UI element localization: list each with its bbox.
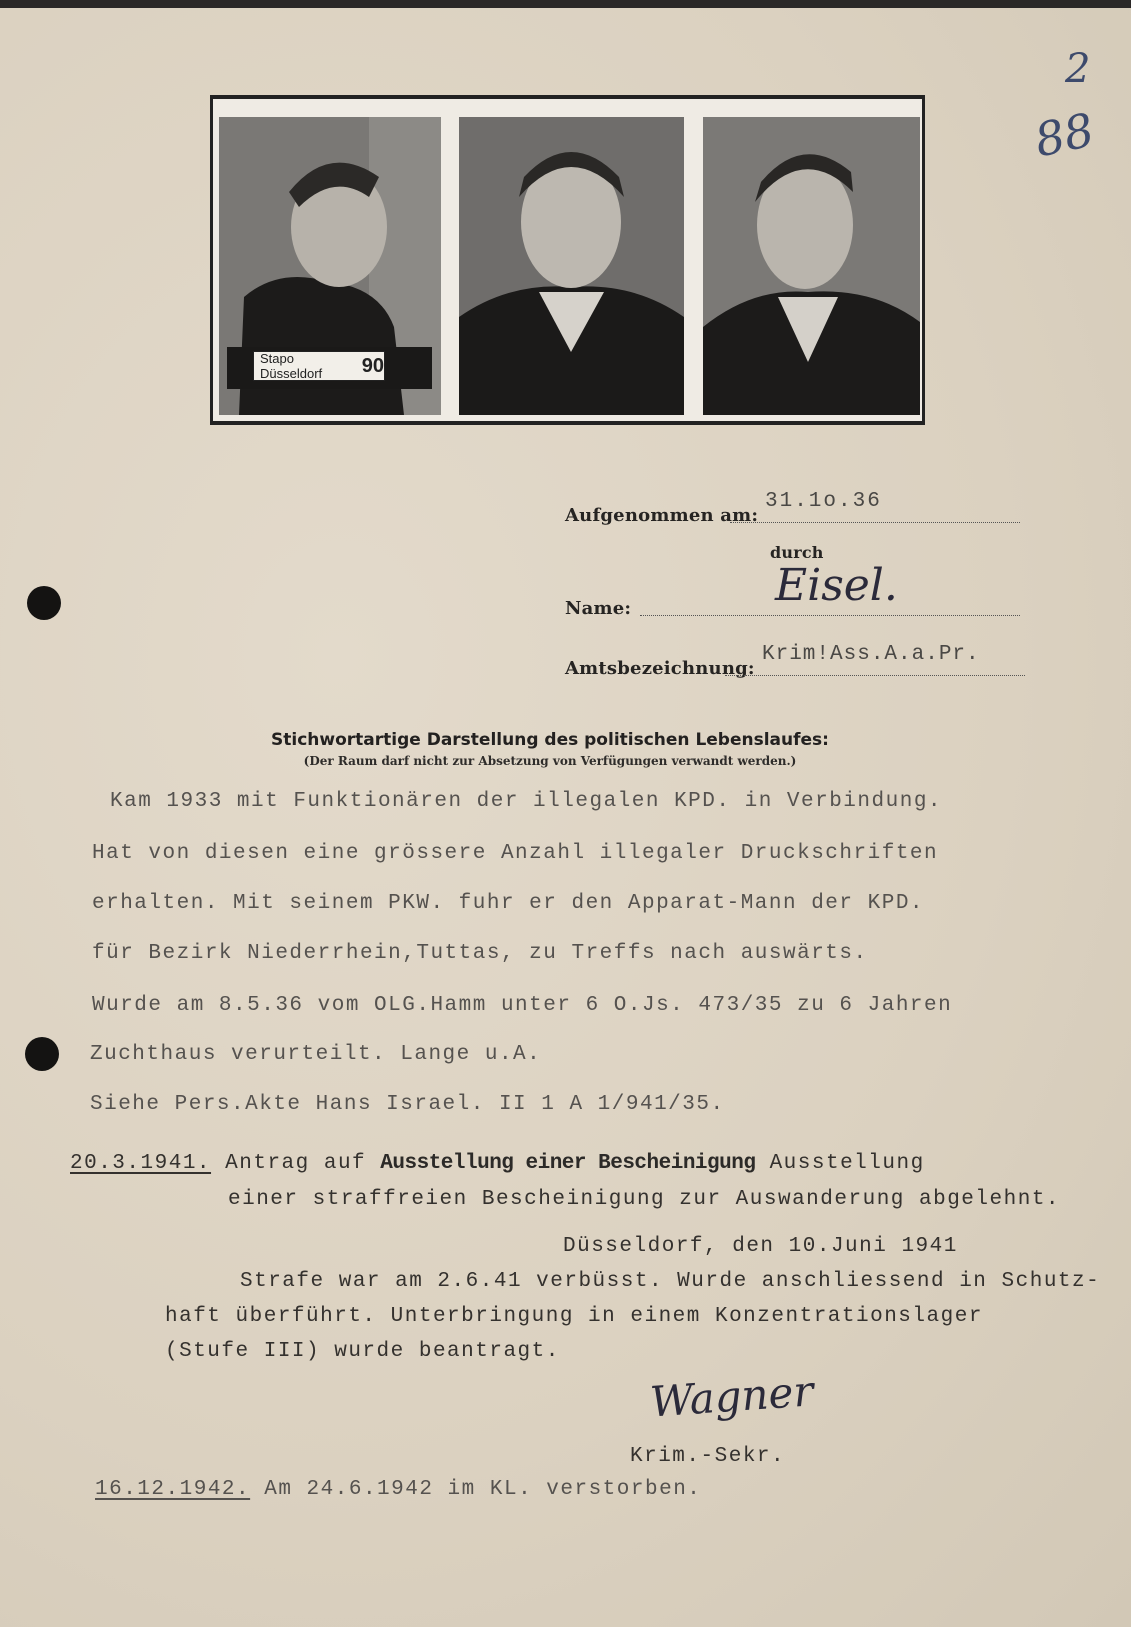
title-dotline bbox=[725, 675, 1025, 676]
bio-line-1: Kam 1933 mit Funktionären der illegalen KPD. in Verbindung. bbox=[110, 790, 943, 813]
folio-number: 88 bbox=[1030, 102, 1099, 168]
bio-line-4: für Bezirk Niederrhein,Tuttas, zu Treffs nach auswärts. bbox=[92, 942, 868, 965]
punch-hole-bottom bbox=[25, 1037, 59, 1071]
entry-1941-line-4: haft überführt. Unterbringung in einem Konzentrationslager bbox=[165, 1305, 983, 1328]
entry-1941-line-1 bbox=[70, 1152, 925, 1175]
section-heading: Stichwortartige Darstellung des politischen Lebenslaufes: bbox=[271, 730, 829, 750]
name-dotline bbox=[640, 615, 1020, 616]
punch-hole-top bbox=[27, 586, 61, 620]
recorded-value: 31.1o.36 bbox=[765, 490, 882, 513]
bio-line-5: Wurde am 8.5.36 vom OLG.Hamm unter 6 O.Js. 473/35 zu 6 Jahren bbox=[92, 994, 953, 1017]
page-number: 2 bbox=[1065, 46, 1091, 92]
entry-1941-line-2: einer straffreien Bescheinigung zur Auswanderung abgelehnt. bbox=[228, 1188, 1061, 1211]
mugshot-strip bbox=[210, 95, 925, 425]
entry-1941-text-before: Antrag auf bbox=[225, 1152, 367, 1175]
name-label: Name: bbox=[565, 598, 632, 619]
mugshot-profile bbox=[219, 117, 441, 415]
recorded-label: Aufgenommen am: bbox=[565, 505, 759, 526]
title-value: Krim!Ass.A.a.Pr. bbox=[762, 643, 980, 666]
mugshot-frontal bbox=[459, 117, 684, 415]
bio-line-2: Hat von diesen eine grössere Anzahl illegaler Druckschriften bbox=[92, 842, 939, 865]
entry-1941-struck: Ausstellung einer Bescheinigung bbox=[380, 1152, 756, 1175]
signature-wagner: Wagner bbox=[648, 1366, 815, 1427]
entry-1941-text-after: Ausstellung bbox=[769, 1152, 925, 1175]
by-label: durch bbox=[770, 543, 824, 562]
section-note: (Der Raum darf nicht zur Absetzung von Verfügungen verwandt werden.) bbox=[303, 754, 797, 768]
entry-1942-line bbox=[95, 1478, 701, 1501]
entry-1941-line-5: (Stufe III) wurde beantragt. bbox=[165, 1340, 560, 1363]
plate-number: 90 bbox=[361, 354, 384, 377]
entry-1941-line-3: Strafe war am 2.6.41 verbüsst. Wurde anschliessend in Schutz- bbox=[240, 1270, 1101, 1293]
name-signature: Eisel. bbox=[775, 560, 898, 611]
top-edge-shadow bbox=[0, 0, 1131, 8]
entry-1942-date: 16.12.1942. bbox=[95, 1478, 251, 1501]
entry-1941-date: 20.3.1941. bbox=[70, 1152, 212, 1175]
entry-1942-text: Am 24.6.1942 im KL. verstorben. bbox=[264, 1478, 702, 1501]
mugshot-nameplate bbox=[253, 351, 385, 381]
bio-line-3: erhalten. Mit seinem PKW. fuhr er den Apparat-Mann der KPD. bbox=[92, 892, 925, 915]
signer-title: Krim.-Sekr. bbox=[630, 1445, 786, 1468]
bio-line-7: Siehe Pers.Akte Hans Israel. II 1 A 1/941/35. bbox=[90, 1093, 725, 1116]
entry-1941-place-date: Düsseldorf, den 10.Juni 1941 bbox=[563, 1235, 958, 1258]
mugshot-three-quarter bbox=[703, 117, 920, 415]
bio-line-6: Zuchthaus verurteilt. Lange u.A. bbox=[90, 1043, 542, 1066]
recorded-dotline bbox=[730, 522, 1020, 523]
plate-label: Stapo Düsseldorf bbox=[260, 351, 323, 381]
title-label: Amtsbezeichnung: bbox=[565, 658, 755, 679]
